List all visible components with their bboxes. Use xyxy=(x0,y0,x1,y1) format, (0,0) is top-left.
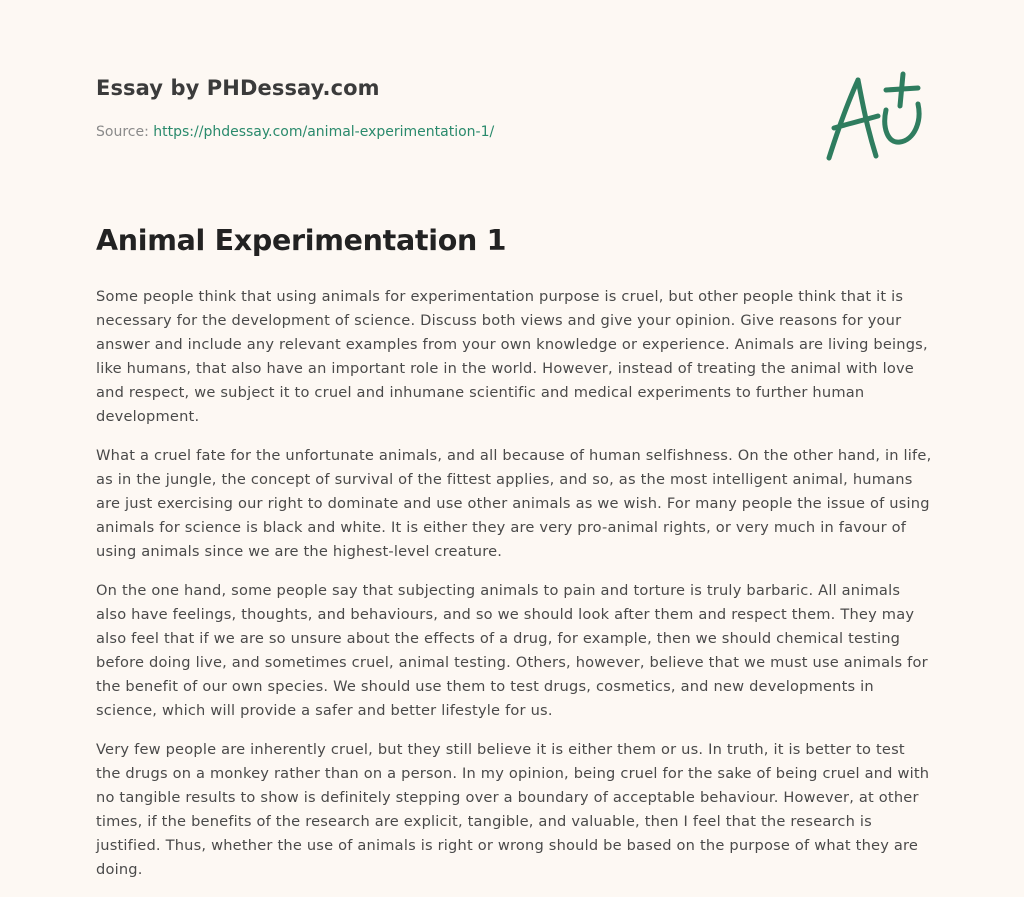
source-line xyxy=(96,124,494,140)
essay-paragraph: On the one hand, some people say that subjecting animals to pain and torture is truly barbaric. All animals also have feelings, thoughts, and behaviours, and so we should look after them and respect them. They may also feel that if we are so unsure about the effects of a drug, for example, then we should chemical testing before doing live, and sometimes cruel, animal testing. Others, however, believe that we must use animals for the benefit of our own species. We should use them to test drugs, cosmetics, and new developments in science, which will provide a safer and better lifestyle for us. xyxy=(96,582,928,719)
essay-paragraph: Some people think that using animals for experimentation purpose is cruel, but other people think that it is necessary for the development of science. Discuss both views and give your opinion. Give reasons for your answer and include any relevant examples from your own knowledge or experience. Animals are living beings, like humans, that also have an important role in the world. However, instead of treating the animal with love and respect, we subject it to cruel and inhumane scientific and medical experiments to further human development. xyxy=(96,288,928,425)
essay-body xyxy=(96,285,932,897)
site-title: Essay by PHDessay.com xyxy=(96,76,380,100)
a-plus-logo-icon xyxy=(818,66,930,166)
source-label: Source: xyxy=(96,124,149,140)
source-link[interactable]: https://phdessay.com/animal-experimentation-1/ xyxy=(153,124,495,140)
essay-paragraph: Very few people are inherently cruel, but they still believe it is either them or us. In truth, it is better to test the drugs on a monkey rather than on a person. In my opinion, being cruel for the sake of being cruel and with no tangible results to show is definitely stepping over a boundary of acceptable behaviour. However, at other times, if the benefits of the research are explicit, tangible, and valuable, then I feel that the research is justified. Thus, whether the use of animals is right or wrong should be based on the purpose of what they are doing. xyxy=(96,741,930,878)
essay-paragraph: What a cruel fate for the unfortunate animals, and all because of human selfishness. On the other hand, in life, as in the jungle, the concept of survival of the fittest applies, and so, as the most intelligent animal, humans are just exercising our right to dominate and use other animals as we wish. For many people the issue of using animals for science is black and white. It is either they are very pro-animal rights, or very much in favour of using animals since we are the highest-level creature. xyxy=(96,447,932,560)
essay-title: Animal Experimentation 1 xyxy=(96,224,507,257)
